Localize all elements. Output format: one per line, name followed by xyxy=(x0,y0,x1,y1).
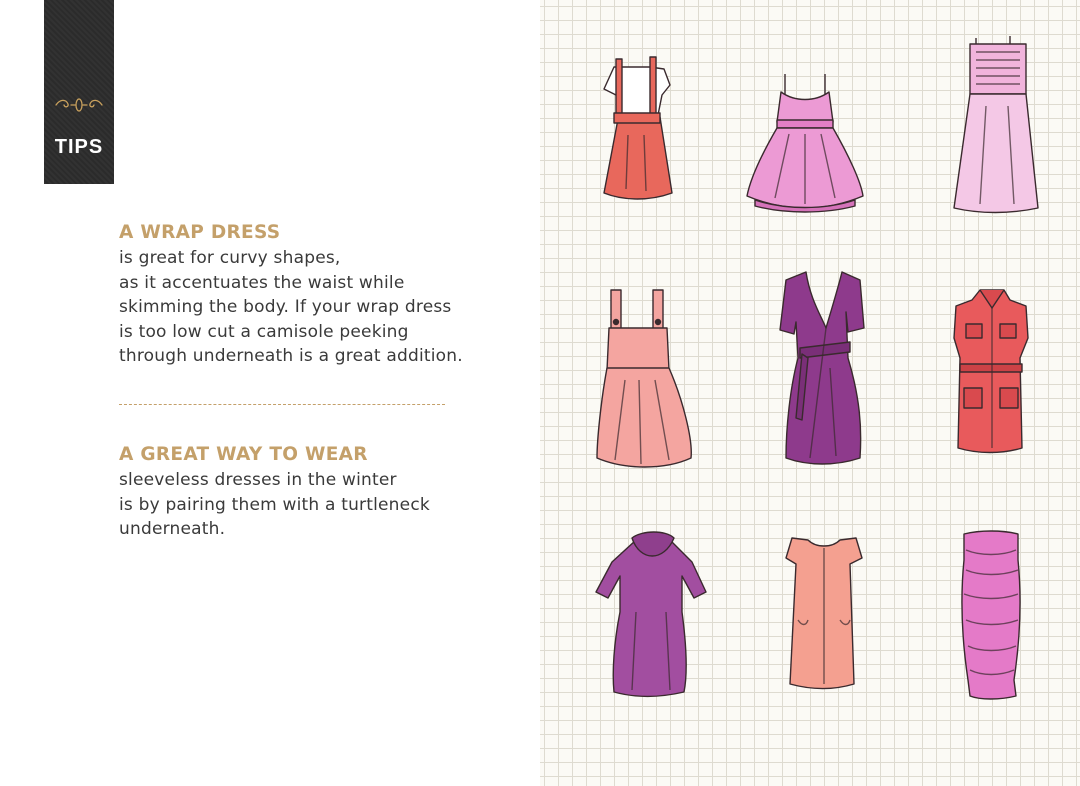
tip-text-line: skimming the body. If your wrap dress xyxy=(119,297,452,317)
tip-text-line: through underneath is a great addition. xyxy=(119,346,463,366)
flourish-ornament-icon xyxy=(54,96,104,114)
smocked-maxi-dress-illustration xyxy=(950,36,1040,214)
tip-text-line: is too low cut a camisole peeking xyxy=(119,321,409,342)
babydoll-dress-illustration xyxy=(745,72,865,212)
tip-text-line: as it accentuates the waist while xyxy=(119,272,405,293)
cowl-neck-dress-illustration xyxy=(596,532,708,698)
pinafore-dress-illustration xyxy=(595,290,695,472)
tip-text-line: is by pairing them with a turtleneck xyxy=(119,494,430,515)
tip-text-line: sleeveless dresses in the winter xyxy=(119,470,397,490)
suspender-skirt-illustration xyxy=(600,55,680,205)
tip-wrap-dress xyxy=(119,220,499,369)
tip-heading: A GREAT WAY TO WEAR xyxy=(119,444,368,465)
tip-text-line: underneath. xyxy=(119,519,226,539)
grid-paper-page xyxy=(540,0,1080,786)
tip-turtleneck xyxy=(119,442,499,542)
ruched-tube-dress-illustration xyxy=(960,530,1022,700)
tip-text-line: is great for curvy shapes, xyxy=(119,248,341,268)
dashed-divider xyxy=(119,404,445,405)
tips-label: TIPS xyxy=(54,136,104,158)
tip-heading: A WRAP DRESS xyxy=(119,222,281,243)
wrap-dress-illustration xyxy=(780,268,864,468)
tips-tab xyxy=(44,0,114,184)
shirt-dress-illustration xyxy=(952,288,1032,456)
flutter-sleeve-dress-illustration xyxy=(784,534,864,690)
